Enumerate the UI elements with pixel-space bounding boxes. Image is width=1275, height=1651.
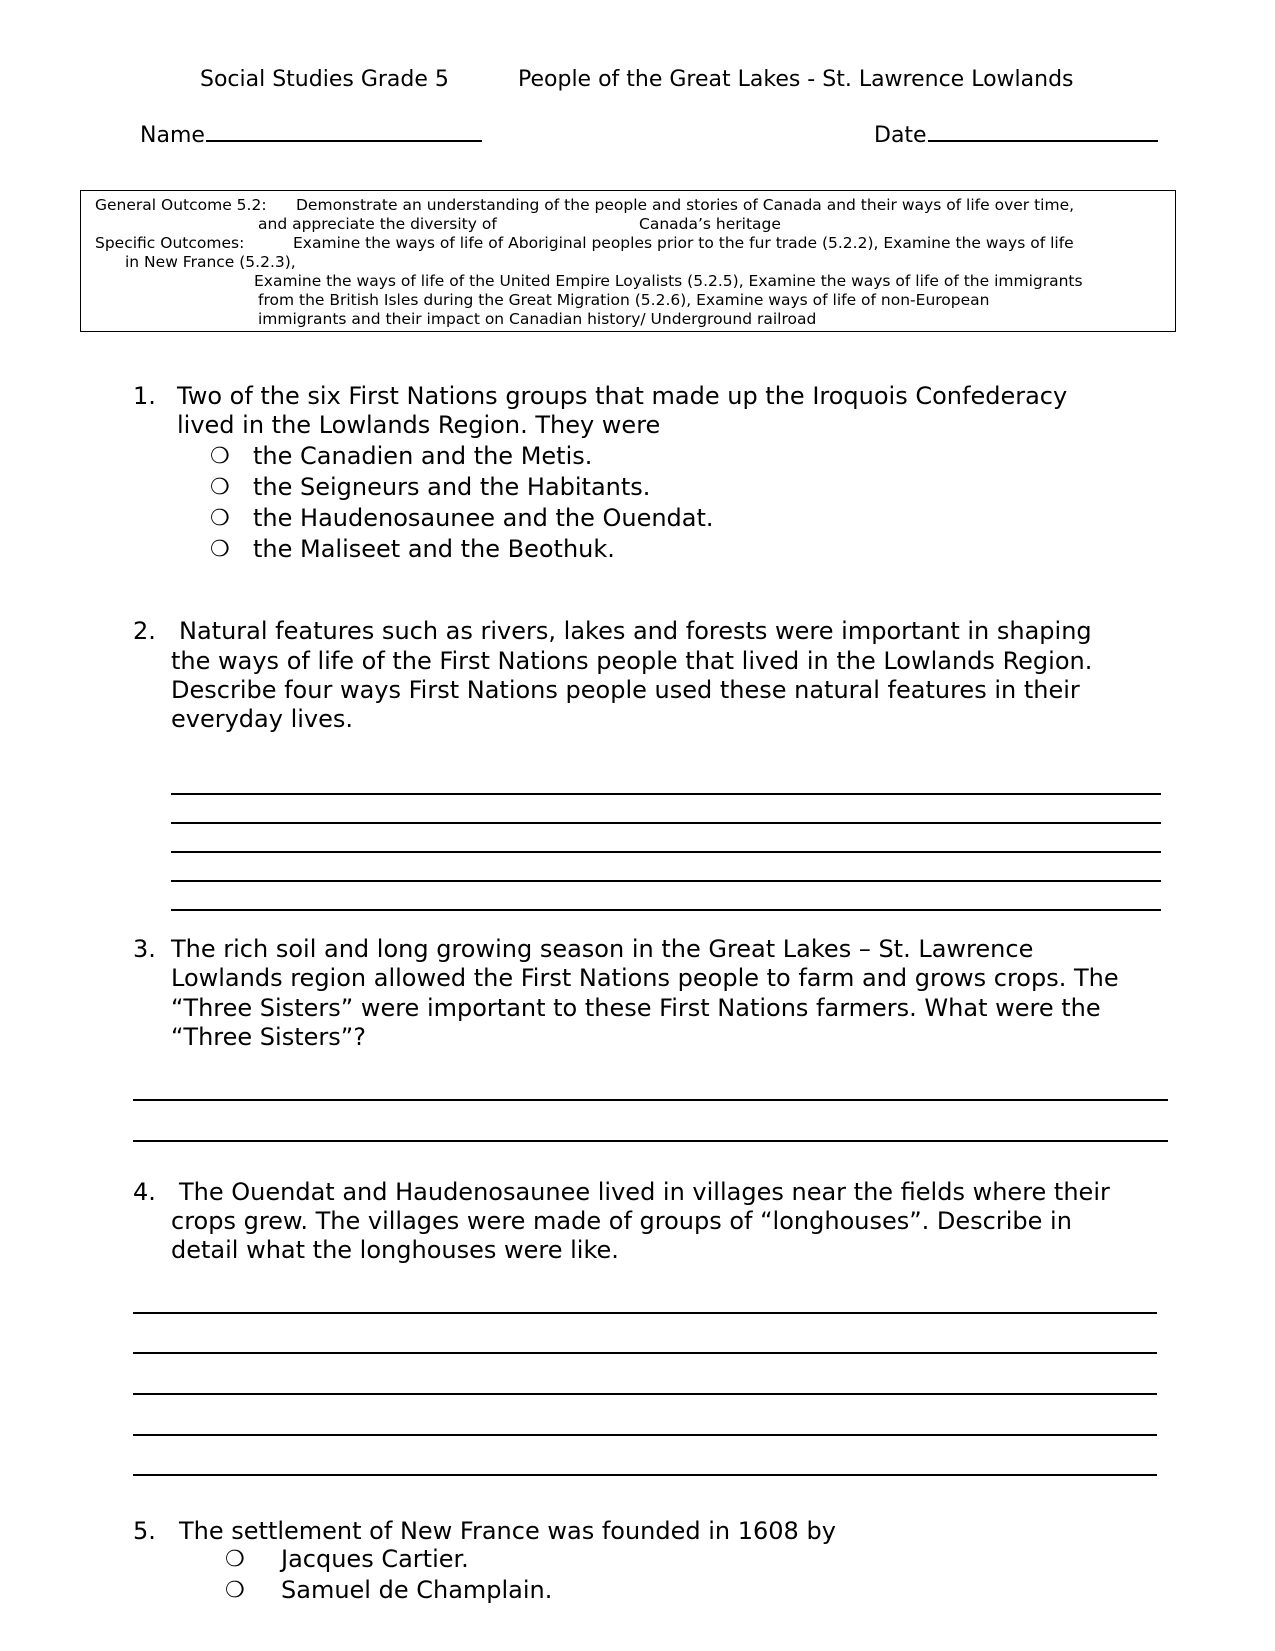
date-label: Date: [874, 123, 927, 148]
specific-outcome-1: Examine the ways of life of Aboriginal peoples prior to the fur trade (5.2.2), Examine the ways of life: [293, 234, 1074, 252]
radio-circle-icon[interactable]: ❍: [210, 444, 230, 469]
general-outcome-text-2b: Canada’s heritage: [639, 215, 781, 233]
name-blank[interactable]: [206, 118, 482, 142]
course-title: Social Studies Grade 5: [200, 67, 449, 92]
answer-line[interactable]: [171, 909, 1161, 911]
answer-line[interactable]: [133, 1140, 1168, 1142]
specific-outcome-4: from the British Isles during the Great Migration (5.2.6), Examine ways of life of non-European: [258, 291, 990, 309]
option-label[interactable]: the Canadien and the Metis.: [253, 442, 593, 470]
question-number: 5.: [133, 1517, 156, 1545]
option-label[interactable]: Samuel de Champlain.: [281, 1576, 553, 1604]
question-text: the ways of life of the First Nations people that lived in the Lowlands Region.: [171, 647, 1093, 675]
question-text: The Ouendat and Haudenosaunee lived in villages near the fields where their: [179, 1178, 1110, 1206]
general-outcome-text: Demonstrate an understanding of the people and stories of Canada and their ways of life over time,: [296, 196, 1075, 214]
answer-line[interactable]: [133, 1099, 1168, 1101]
name-label: Name: [140, 123, 205, 148]
answer-line[interactable]: [171, 793, 1161, 795]
question-text: lived in the Lowlands Region. They were: [177, 411, 661, 439]
answer-line[interactable]: [171, 822, 1161, 824]
option-label[interactable]: the Haudenosaunee and the Ouendat.: [253, 504, 714, 532]
radio-circle-icon[interactable]: ❍: [225, 1547, 245, 1572]
question-text: Natural features such as rivers, lakes and forests were important in shaping: [179, 617, 1092, 645]
question-number: 1.: [133, 382, 156, 410]
answer-line[interactable]: [133, 1352, 1157, 1354]
question-text: The rich soil and long growing season in the Great Lakes – St. Lawrence: [171, 935, 1034, 963]
question-number: 4.: [133, 1178, 156, 1206]
date-blank[interactable]: [928, 118, 1158, 142]
specific-outcome-5: immigrants and their impact on Canadian history/ Underground railroad: [258, 310, 817, 328]
answer-line[interactable]: [133, 1474, 1157, 1476]
name-field[interactable]: [140, 118, 482, 148]
date-field[interactable]: [874, 118, 1158, 148]
general-outcome-label: General Outcome 5.2:: [95, 196, 267, 214]
option-label[interactable]: the Seigneurs and the Habitants.: [253, 473, 651, 501]
outcomes-box: [80, 190, 1176, 332]
option-label[interactable]: the Maliseet and the Beothuk.: [253, 535, 615, 563]
radio-circle-icon[interactable]: ❍: [225, 1578, 245, 1603]
answer-line[interactable]: [171, 851, 1161, 853]
specific-outcome-3: Examine the ways of life of the United Empire Loyalists (5.2.5), Examine the ways of life of the immigrants: [254, 272, 1083, 290]
question-text: crops grew. The villages were made of groups of “longhouses”. Describe in: [171, 1207, 1072, 1235]
answer-line[interactable]: [133, 1312, 1157, 1314]
specific-outcomes-label: Specific Outcomes:: [95, 234, 245, 252]
worksheet-title: People of the Great Lakes - St. Lawrence Lowlands: [518, 67, 1074, 92]
question-text: “Three Sisters” were important to these First Nations farmers. What were the: [171, 994, 1101, 1022]
question-text: Describe four ways First Nations people used these natural features in their: [171, 676, 1080, 704]
specific-outcome-2: in New France (5.2.3),: [125, 253, 296, 271]
answer-line[interactable]: [133, 1393, 1157, 1395]
answer-line[interactable]: [171, 880, 1161, 882]
question-text: Two of the six First Nations groups that made up the Iroquois Confederacy: [177, 382, 1068, 410]
question-number: 2.: [133, 617, 156, 645]
option-label[interactable]: Jacques Cartier.: [281, 1545, 469, 1573]
general-outcome-text-2a: and appreciate the diversity of: [258, 215, 497, 233]
radio-circle-icon[interactable]: ❍: [210, 506, 230, 531]
radio-circle-icon[interactable]: ❍: [210, 475, 230, 500]
question-text: everyday lives.: [171, 705, 354, 733]
question-text: detail what the longhouses were like.: [171, 1236, 619, 1264]
question-text: “Three Sisters”?: [171, 1023, 366, 1051]
answer-line[interactable]: [133, 1434, 1157, 1436]
question-text: The settlement of New France was founded in 1608 by: [179, 1517, 836, 1545]
question-number: 3.: [133, 935, 156, 963]
question-text: Lowlands region allowed the First Nations people to farm and grows crops. The: [171, 964, 1119, 992]
radio-circle-icon[interactable]: ❍: [210, 537, 230, 562]
